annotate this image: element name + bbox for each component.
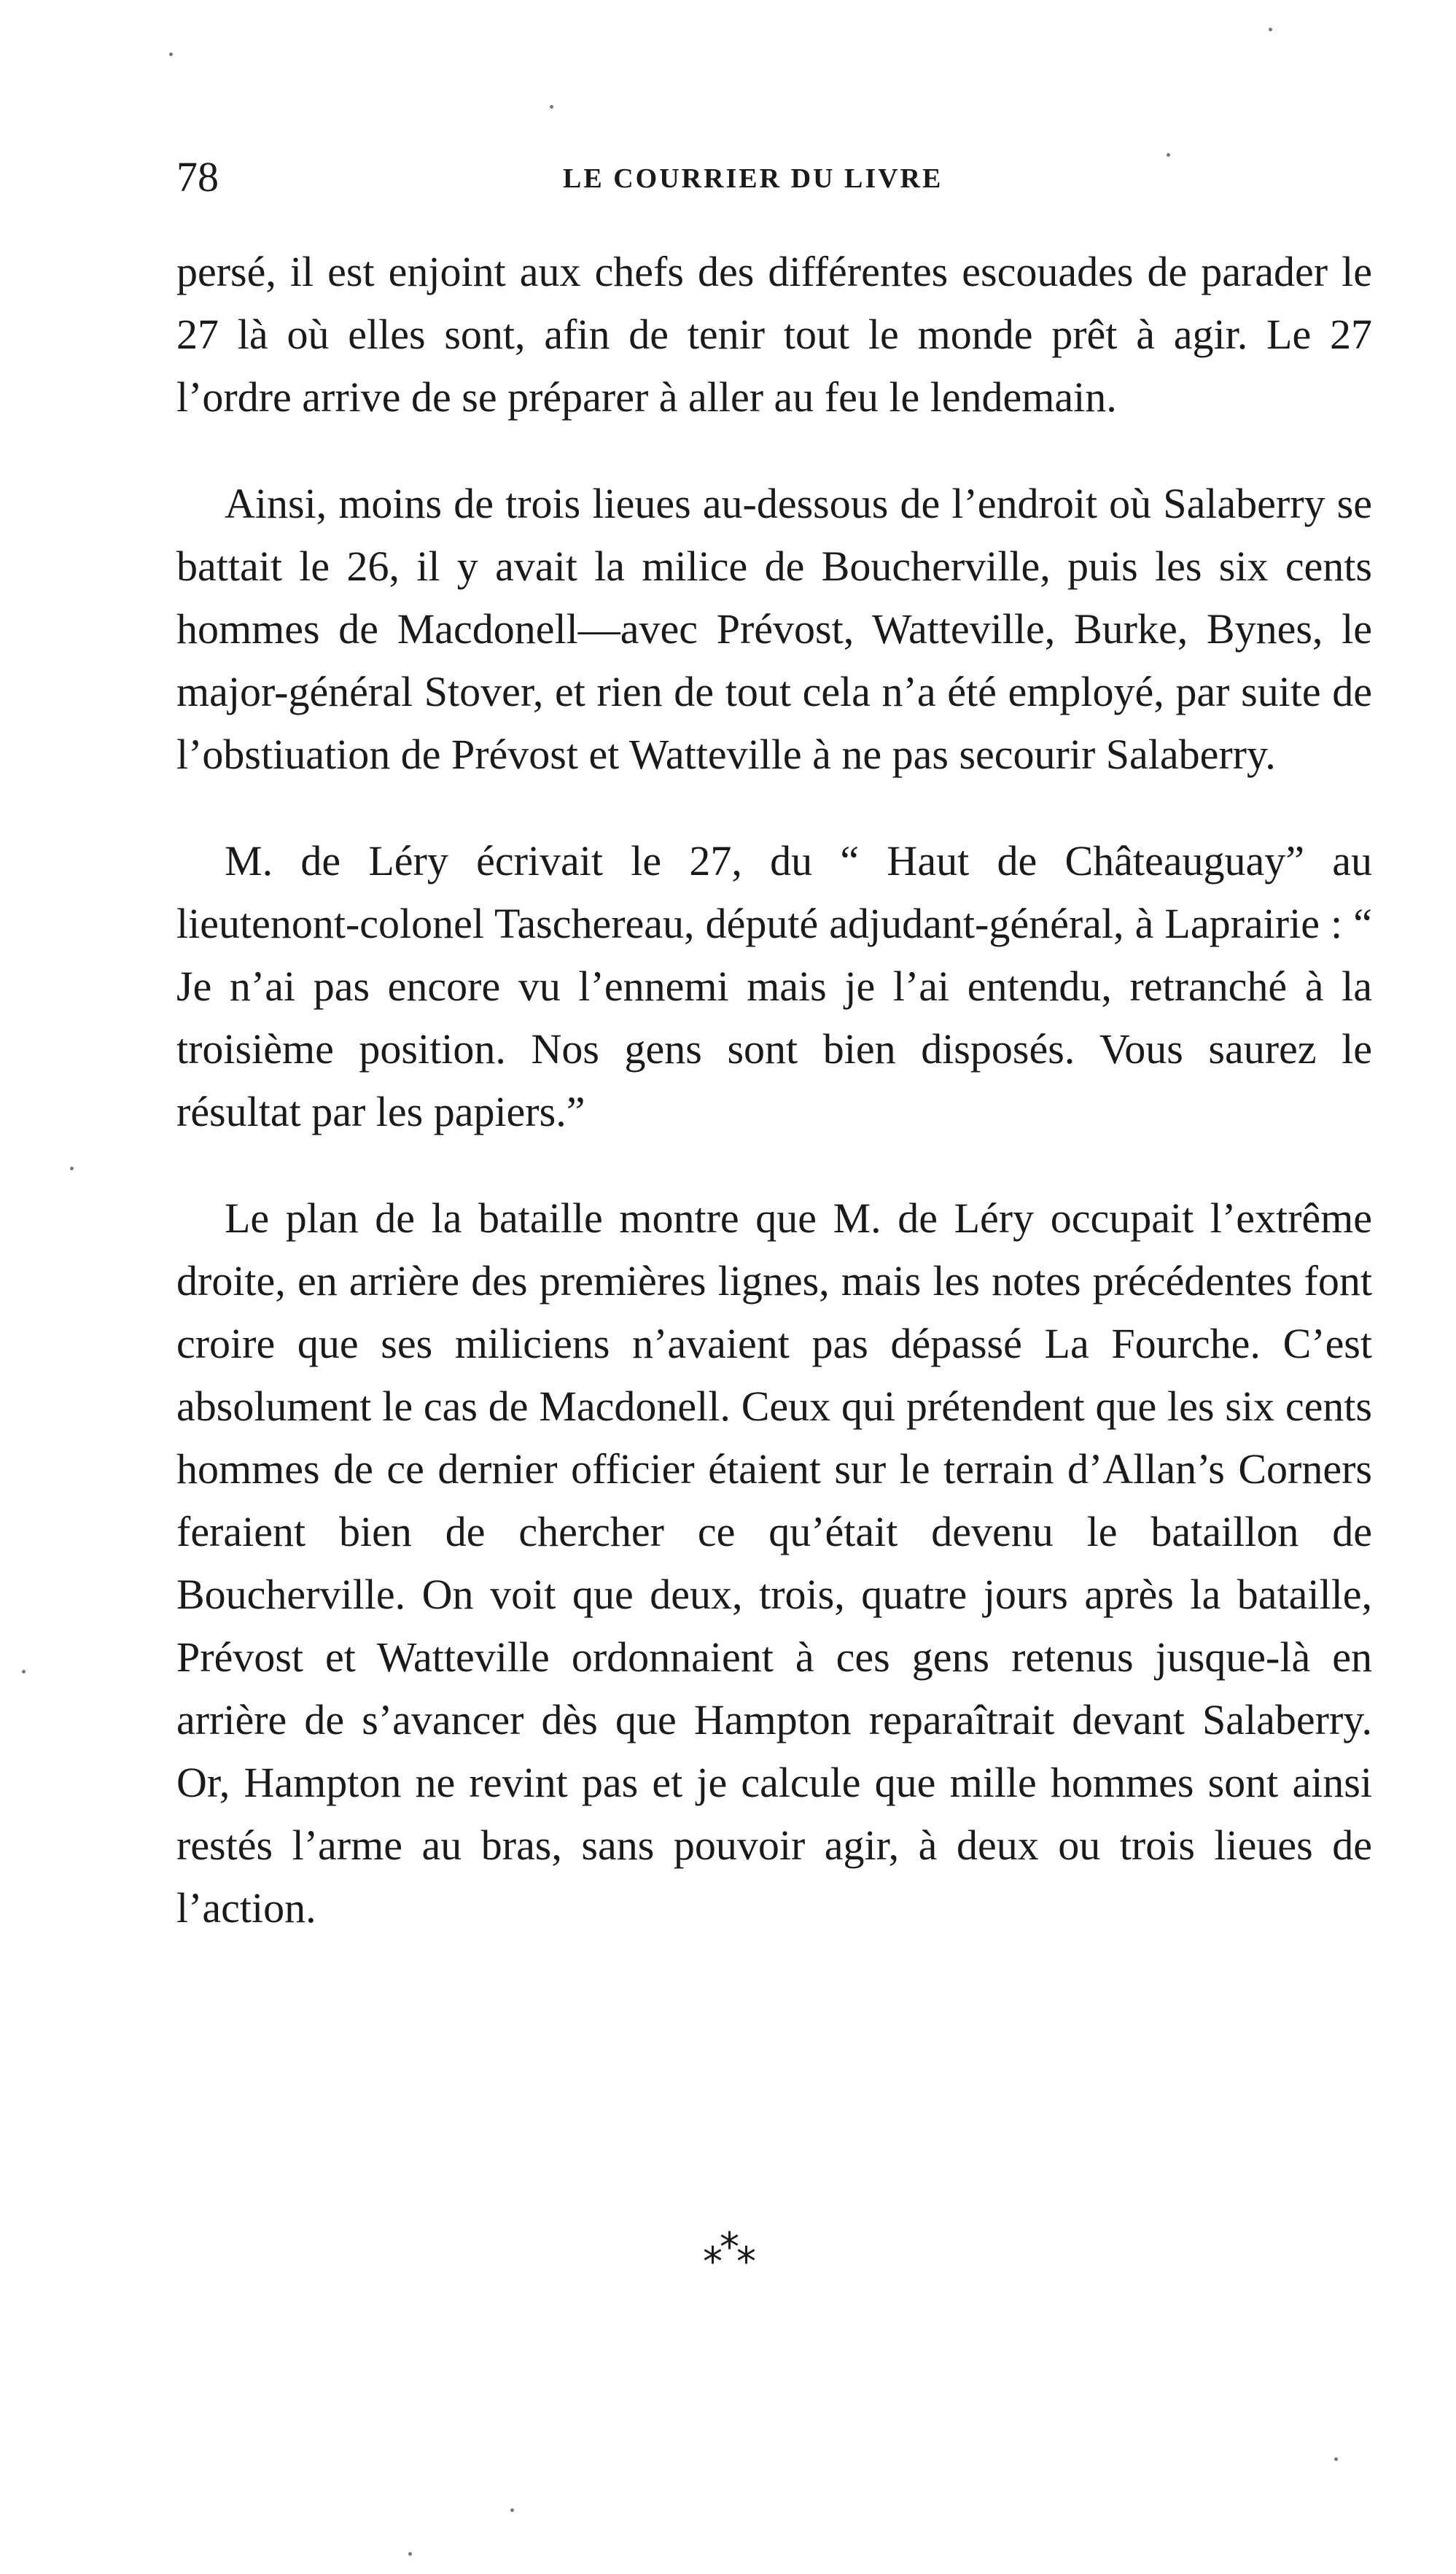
paragraph-ainsi: Ainsi, moins de trois lieues au-dessous de l’endroit où Salaberry se battait le 26, il y avait la milice de Boucherville, puis les six cents hommes de Macdonell—avec Prévost, Watteville, Burke, Bynes, le major-général Stover, et rien de tout cela n’a été employé, par suite de l’obstiuation de Prévost et Watteville à ne pas secourir Salaberry. [176, 480, 1372, 778]
paragraph-battle-plan: Le plan de la bataille montre que M. de Léry occupait l’extrême droite, en arrière des premières lignes, mais les notes précédentes font croire que ses miliciens n’avaient pas dépassé La Fourche. C’est absolument le cas de Macdonell. Ceux qui prétendent que les six cents hommes de ce dernier officier étaient sur le terrain d’Allan’s Corners feraient bien de chercher ce qu’était devenu le bataillon de Boucherville. On voit que deux, trois, quatre jours après la bataille, Prévost et Watteville ordonnaient à ces gens retenus jusque-là en arrière de s’avancer dès que Hampton reparaîtrait devant Salaberry. Or, Hampton ne revint pas et je calcule que mille hommes sont ainsi restés l’arme au bras, sans pouvoir agir, à deux ou trois lieues de l’action. [176, 1194, 1372, 1932]
asterism-star-middle: * [720, 2224, 736, 2270]
asterism-star-left: * [703, 2239, 720, 2285]
journal-title: LE COURRIER DU LIVRE [563, 163, 943, 194]
paragraph-de-lery-letter: M. de Léry écrivait le 27, du “ Haut de Châteauguay” au lieutenont-colonel Taschereau, député adjudant-général, à Laprairie : “ Je n’ai pas encore vu l’ennemi mais je l’ai entendu, retranché à la troisième position. Nos gens sont bien disposés. Vous saurez le résultat par les papiers.” [176, 837, 1372, 1135]
asterism-ornament [0, 2224, 1456, 2285]
asterism-star-right: * [736, 2239, 753, 2285]
page-number: 78 [176, 153, 219, 201]
scan-speck [408, 2552, 412, 2556]
scan-speck [1167, 153, 1170, 157]
body-text [176, 241, 1372, 1983]
paragraph-continued: persé, il est enjoint aux chefs des différentes escouades de parader le 27 là où elles sont, afin de tenir tout le monde prêt à agir. Le 27 l’ordre arrive de se préparer à aller au feu le lendemain. [176, 248, 1372, 421]
scan-speck [70, 1167, 74, 1170]
scan-speck [22, 1670, 26, 1673]
running-head [176, 152, 1358, 203]
scan-speck [550, 105, 553, 109]
scan-speck [510, 2508, 514, 2512]
scan-speck [1334, 2457, 1338, 2461]
scan-speck [1269, 28, 1272, 31]
scan-speck [169, 53, 173, 56]
